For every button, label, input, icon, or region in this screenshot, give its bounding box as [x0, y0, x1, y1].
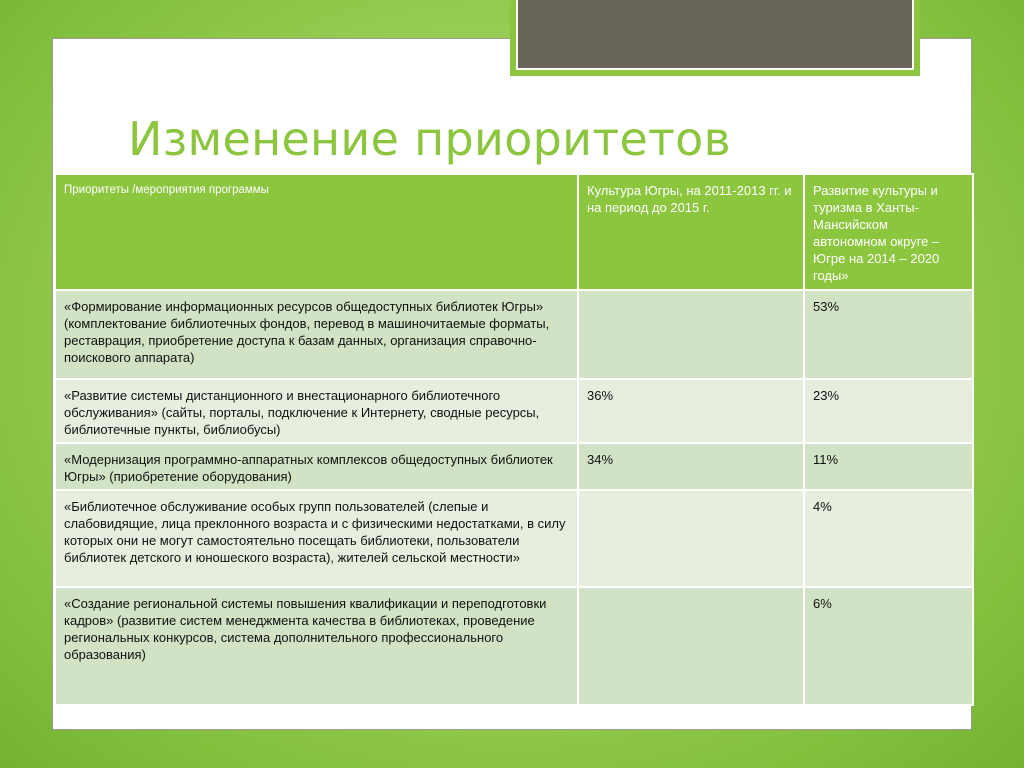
table-row [55, 290, 973, 379]
cell-priority: «Библиотечное обслуживание особых групп пользователей (слепые и слабовидящие, лица преклонного возраста и с физическими недостатками, в силу которых они не могут самостоятельно посещать библиотеки, пользователи библиотек детского и юношеского возраста), жителей сельской местности» [55, 490, 578, 587]
title-decoration-inner [516, 0, 914, 70]
cell-priority: «Формирование информационных ресурсов общедоступных библиотек Югры» (комплектование библиотечных фондов, перевод в машиночитаемые форматы, реставрация, приобретение доступа к базам данных, организация справочно-поискового аппарата) [55, 290, 578, 379]
page-title: Изменение приоритетов [128, 112, 731, 166]
cell-value-2014: 23% [804, 379, 973, 443]
cell-value-2014: 11% [804, 443, 973, 490]
header-program-2011-2015: Культура Югры, на 2011-2013 гг. и на период до 2015 г. [578, 174, 804, 290]
cell-value-2014: 6% [804, 587, 973, 705]
title-decoration-box [510, 0, 920, 76]
cell-value-2011 [578, 490, 804, 587]
table-header-row [55, 174, 973, 290]
table-row [55, 443, 973, 490]
cell-value-2011 [578, 587, 804, 705]
header-program-2014-2020: Развитие культуры и туризма в Ханты-Мансийском автономном округе – Югре на 2014 – 2020 годы» [804, 174, 973, 290]
cell-value-2014: 53% [804, 290, 973, 379]
cell-priority: «Создание региональной системы повышения квалификации и переподготовки кадров» (развитие систем менеджмента качества в библиотеках, проведение региональных конкурсов, система дополнительного профессионального образования) [55, 587, 578, 705]
table-row [55, 490, 973, 587]
cell-value-2011 [578, 290, 804, 379]
cell-value-2011: 36% [578, 379, 804, 443]
priorities-table [54, 173, 974, 706]
cell-priority: «Развитие системы дистанционного и внестационарного библиотечного обслуживания» (сайты, порталы, подключение к Интернету, сводные ресурсы, библиотечные пункты, библиобусы) [55, 379, 578, 443]
cell-value-2011: 34% [578, 443, 804, 490]
table-row [55, 379, 973, 443]
cell-value-2014: 4% [804, 490, 973, 587]
cell-priority: «Модернизация программно-аппаратных комплексов общедоступных библиотек Югры» (приобретение оборудования) [55, 443, 578, 490]
table-row [55, 587, 973, 705]
header-priorities: Приоритеты /мероприятия программы [55, 174, 578, 290]
